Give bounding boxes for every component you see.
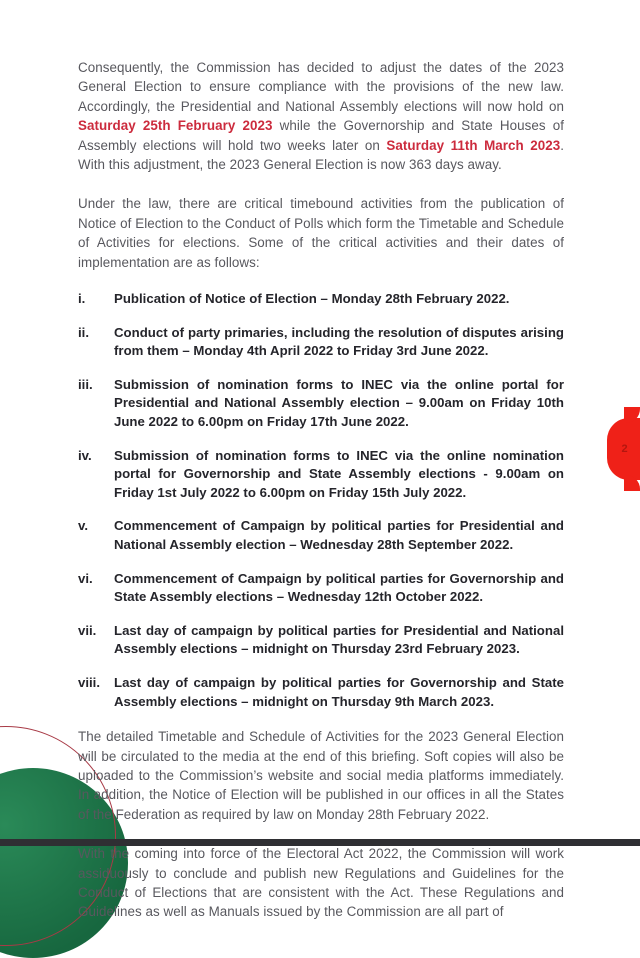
paragraph-under-the-law: Under the law, there are critical timebound activities from the publication of Notice of Election to the Conduct of Polls which form the Timetable and Schedule of Activities for elections. Some of the critical activities and their dates of implementation are as follows: — [78, 196, 564, 270]
paragraph-electoral-act: With the coming into force of the Electoral Act 2022, the Commission will work assiduously to conclude and publish new Regulations and Guidelines for the Conduct of Elections that are consistent with the Act. These Regulations and Guidelines as well as Manuals issued by the Commission are all part of — [78, 846, 564, 920]
list-item-text: Commencement of Campaign by political parties for Governorship and State Assembly elections – Wednesday 12th October 2022. — [114, 570, 564, 605]
list-item — [78, 517, 564, 554]
list-item — [78, 674, 564, 711]
list-item-text: Conduct of party primaries, including the resolution of disputes arising from them – Monday 4th April 2022 to Friday 3rd June 2022. — [114, 324, 564, 359]
list-item — [78, 622, 564, 659]
list-item — [78, 376, 564, 432]
list-item-text: Publication of Notice of Election – Monday 28th February 2022. — [114, 291, 510, 307]
list-marker: viii. — [78, 674, 100, 690]
paragraph-detailed-timetable: The detailed Timetable and Schedule of Activities for the 2023 General Election will be circulated to the media at the end of this briefing. Soft copies will also be uploaded to the Commission’s website and social media platforms immediately. In addition, the Notice of Election will be published in our offices in all the States of the Federation as required by law on Monday 28th February 2022. — [78, 729, 564, 822]
list-marker: ii. — [78, 324, 89, 340]
list-item-text: Commencement of Campaign by political parties for Presidential and National Assembly election – Wednesday 28th September 2022. — [114, 518, 564, 552]
activities-list — [78, 290, 564, 711]
list-marker: iv. — [78, 447, 92, 463]
list-item — [78, 447, 564, 503]
document-body — [78, 58, 564, 942]
intro-text-part-2: while the Governorship and State Houses of Assembly elections will hold two weeks later on — [78, 118, 564, 153]
list-marker: vii. — [78, 622, 97, 638]
paragraph-intro — [78, 58, 564, 174]
list-marker: vi. — [78, 570, 93, 586]
intro-text-part-1: Consequently, the Commission has decided to adjust the dates of the 2023 General Election to ensure compliance with the provisions of the new law. Accordingly, the Presidential and National Assembly elections will now hold on — [78, 60, 564, 114]
list-item-text: Last day of campaign by political parties for Presidential and National Assembly elections – midnight on Thursday 23rd February 2023. — [114, 622, 564, 657]
list-marker: i. — [78, 291, 86, 307]
intro-text-part-3: . With this adjustment, the 2023 General Election is now 363 days away. — [78, 137, 565, 173]
list-item — [78, 290, 564, 309]
list-item-text: Last day of campaign by political parties for Governorship and State Assembly elections – midnight on Thursday 9th March 2023. — [114, 674, 564, 709]
page-bottom-band — [0, 839, 640, 846]
list-item-text: Submission of nomination forms to INEC via the online portal for Presidential and National Assembly election – 9.00am on Friday 10th June 2022 to 6.00pm on Friday 17th June 2022. — [114, 376, 564, 430]
list-item-text: Submission of nomination forms to INEC via the online nomination portal for Governorship and State Assembly elections - 9.00am on Friday 1st July 2022 to 6.00pm on Friday 15th July 2022. — [114, 447, 564, 500]
list-marker: iii. — [78, 376, 93, 392]
page-number-tab — [607, 418, 640, 480]
list-marker: v. — [78, 518, 89, 534]
list-item — [78, 324, 564, 361]
list-item — [78, 570, 564, 607]
highlight-governorship-election-date: Saturday 11th March 2023 — [386, 137, 561, 153]
highlight-presidential-election-date: Saturday 25th February 2023 — [78, 118, 273, 134]
page-number-label: 2 — [621, 443, 628, 455]
